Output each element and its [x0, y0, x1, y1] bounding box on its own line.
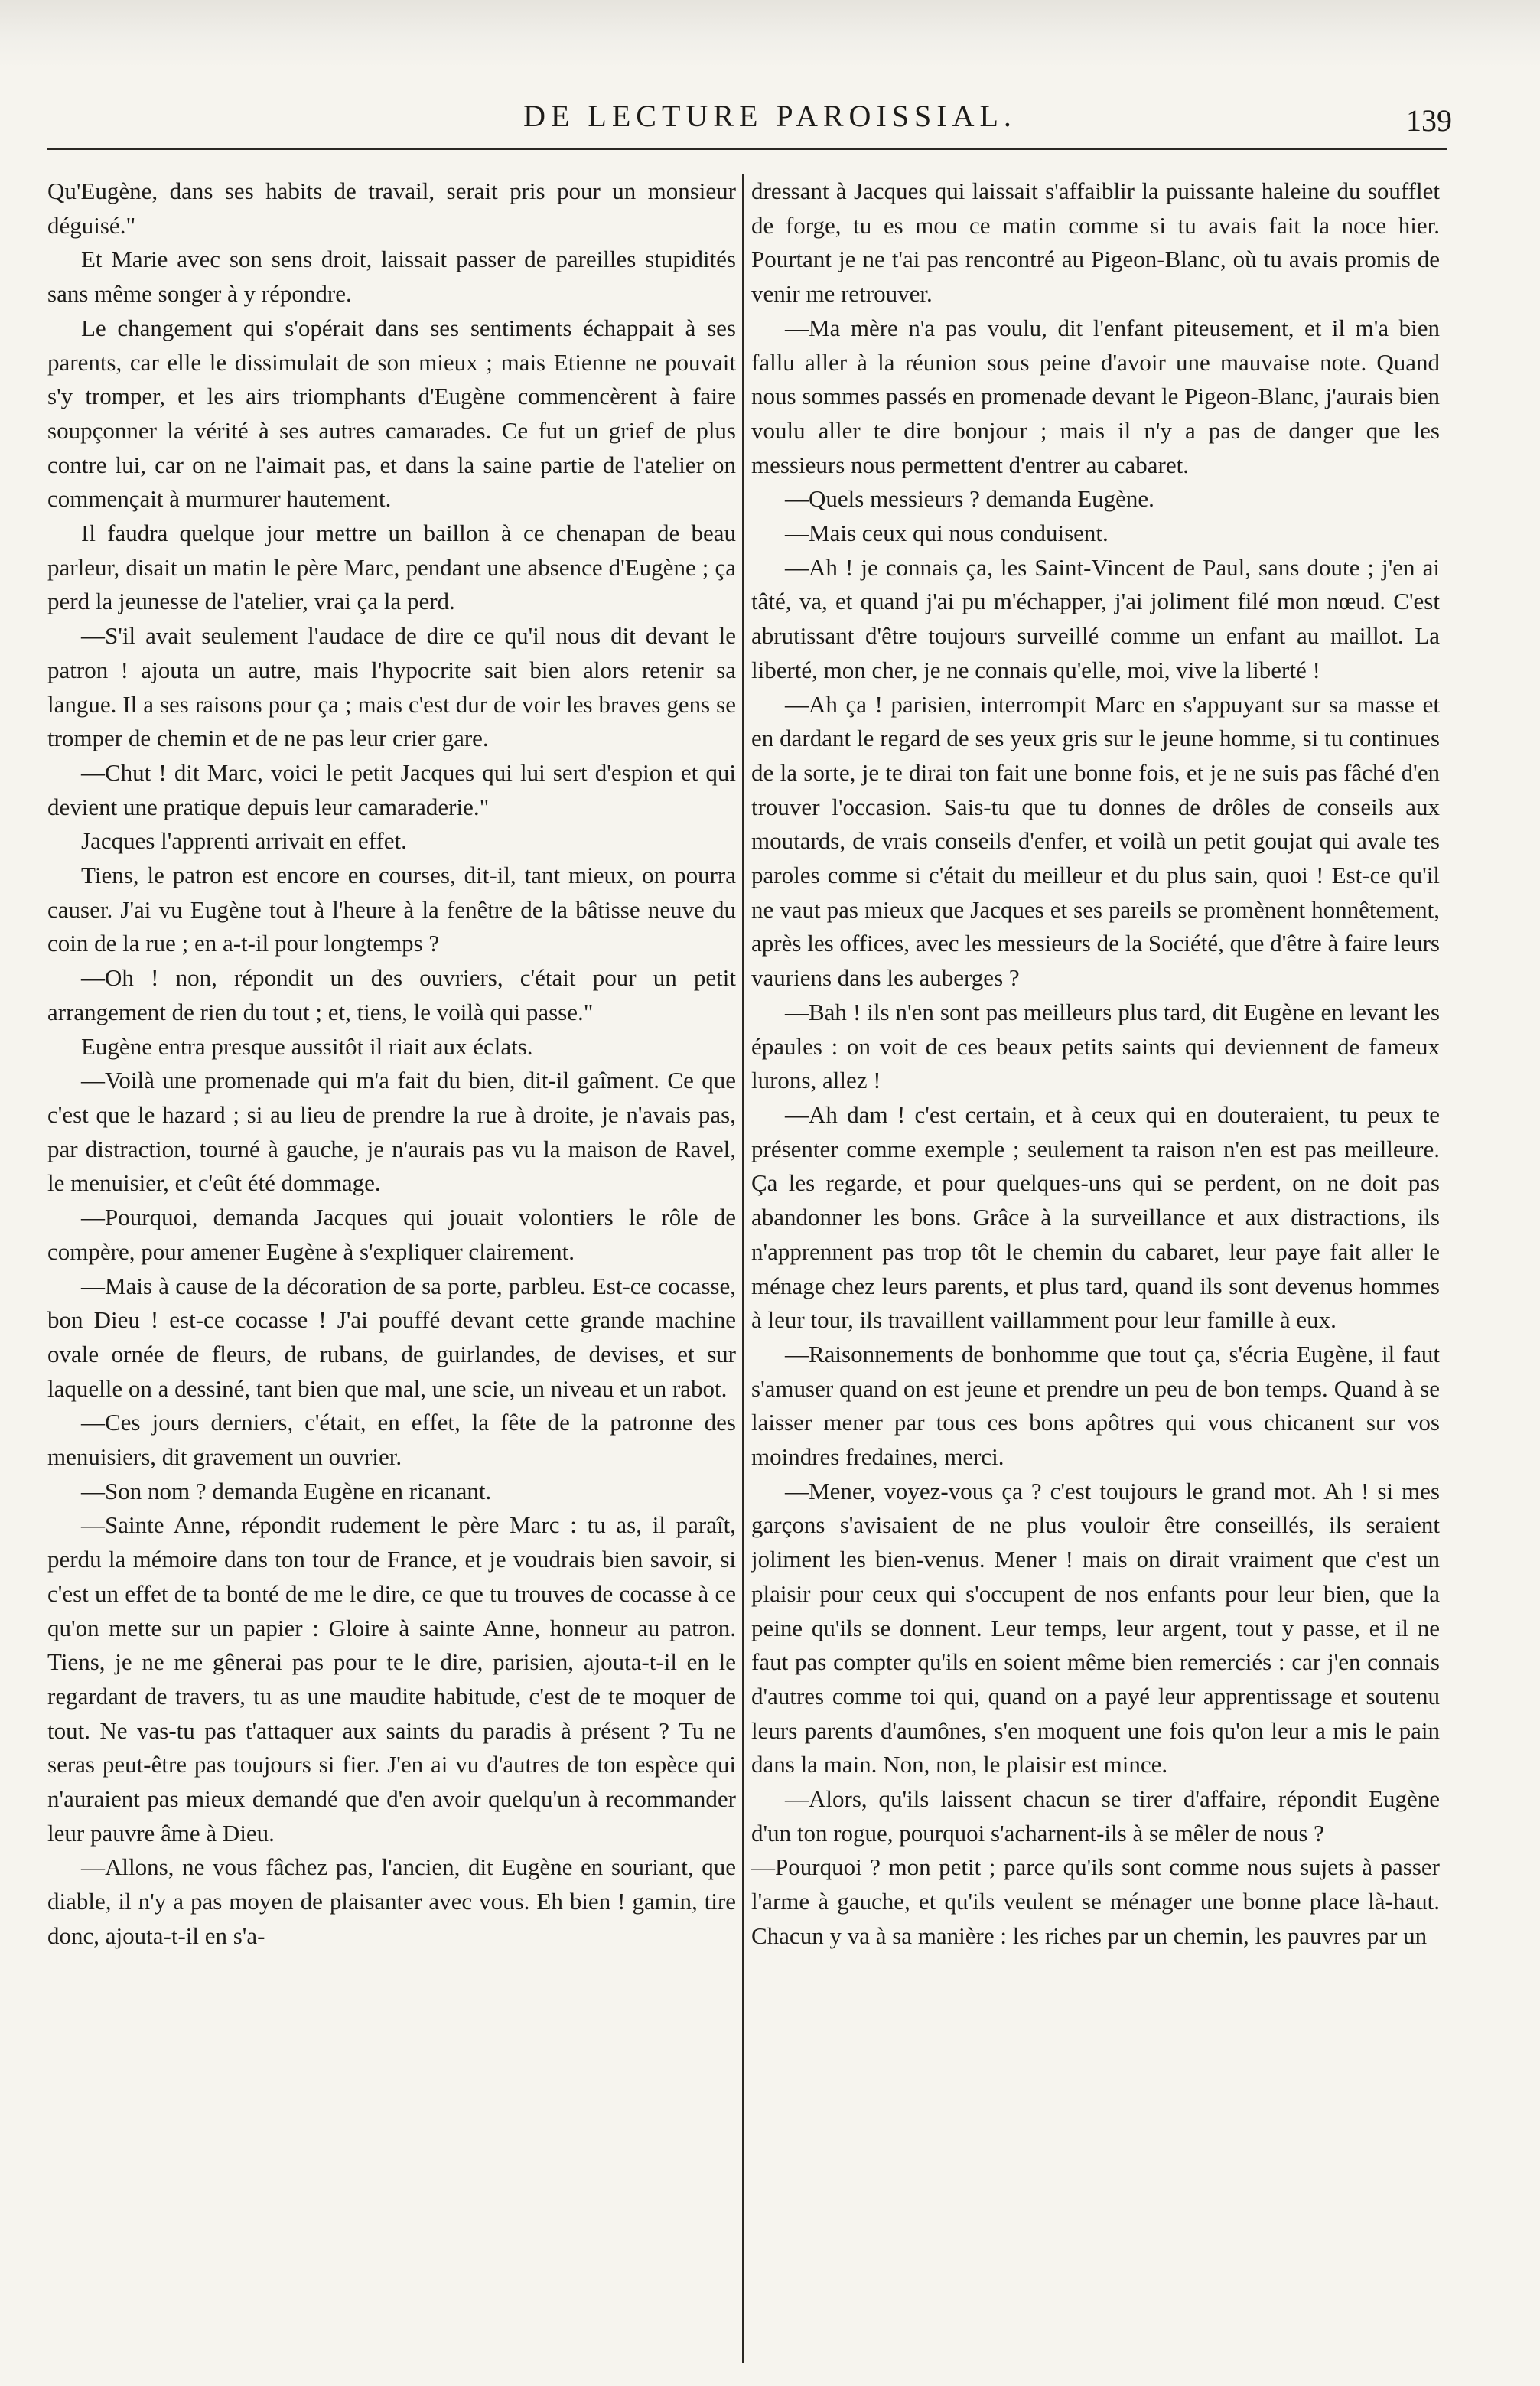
running-title: DE LECTURE PAROISSIAL. — [523, 99, 1017, 133]
paragraph: Et Marie avec son sens droit, laissait passer de pareilles stupidités sans même songer à y répondre. — [47, 246, 736, 308]
paragraph: —Mais à cause de la décoration de sa porte, parbleu. Est-ce cocasse, bon Dieu ! est-ce cocasse ! J'ai pouffé devant cette grande machine ovale ornée de fleurs, de rubans, de guirlandes, de devises, et sur laquelle on a dessiné, tant bien que mal, une scie, un niveau et un rabot. — [47, 1272, 736, 1402]
paragraph: —Ces jours derniers, c'était, en effet, la fête de la patronne des menuisiers, dit gravement un ouvrier. — [47, 1409, 736, 1471]
paragraph: —Bah ! ils n'en sont pas meilleurs plus tard, dit Eugène en levant les épaules : on voit de ces beaux petits saints qui deviennent de fameux lurons, allez ! — [751, 998, 1440, 1094]
paragraph: Qu'Eugène, dans ses habits de travail, serait pris pour un monsieur déguisé." — [47, 178, 736, 239]
running-head — [0, 98, 1540, 144]
paragraph: —Mais ceux qui nous conduisent. — [785, 520, 1109, 547]
paragraph: —Allons, ne vous fâchez pas, l'ancien, dit Eugène en souriant, que diable, il n'y a pas moyen de plaisanter avec vous. Eh bien ! gamin, tire donc, ajouta-t-il en s'a- — [47, 1853, 736, 1949]
paragraph: —Voilà une promenade qui m'a fait du bien, dit-il gaîment. Ce que c'est que le hazard ; si au lieu de prendre la rue à droite, je n'avais pas, par distraction, tourné à gauche, je n'aurais pas vu la maison de Ravel, le menuisier, et c'eût été dommage. — [47, 1067, 736, 1197]
paragraph: —Ah ! je connais ça, les Saint-Vincent de Paul, sans doute ; j'en ai tâté, va, et quand j'ai pu m'échapper, j'ai joliment filé mon nœud. C'est abrutissant d'être toujours surveillé comme un enfant au maillot. La liberté, mon cher, je ne connais qu'elle, moi, vive la liberté ! — [751, 553, 1440, 683]
paragraph: —Son nom ? demanda Eugène en ricanant. — [81, 1477, 492, 1504]
page-number: 139 — [1406, 103, 1452, 138]
paragraph: —Raisonnements de bonhomme que tout ça, s'écria Eugène, il faut s'amuser quand on est jeune et prendre un peu de bon temps. Quand à se laisser mener par tous ces bons apôtres qui vous chicanent sur vos moindres fredaines, merci. — [751, 1340, 1440, 1471]
scan-top-margin — [0, 0, 1540, 69]
paragraph: —Chut ! dit Marc, voici le petit Jacques qui lui sert d'espion et qui devient une pratique depuis leur camaraderie." — [47, 758, 736, 820]
right-column — [751, 174, 1440, 2363]
paragraph: —Ah dam ! c'est certain, et à ceux qui en douteraient, tu peux te présenter comme exemple ; seulement ta raison n'en est pas meilleure. Ça les regarde, et pour quelques-uns qui se perdent, on ne doit pas abandonner les bons. Grâce à la surveillance et aux distractions, ils n'apprennent pas trop tôt le chemin du cabaret, leur paye fait aller le ménage chez leurs parents, et plus tard, quand ils sont devenus hommes à leur tour, ils travaillent vaillamment pour leur famille à eux. — [751, 1100, 1440, 1334]
paragraph: —Alors, qu'ils laissent chacun se tirer d'affaire, répondit Eugène d'un ton rogue, pourquoi s'acharnent-ils à se mêler de nous ? — [751, 1785, 1440, 1847]
paragraph: dressant à Jacques qui laissait s'affaiblir la puissante haleine du soufflet de forge, tu es mou ce matin comme si tu avais fait la noce hier. Pourtant je ne t'ai pas rencontré au Pigeon-Blanc, où tu avais promis de venir me retrouver. — [751, 178, 1440, 308]
paragraph: Il faudra quelque jour mettre un baillon à ce chenapan de beau parleur, disait un matin le père Marc, pendant une absence d'Eugène ; ça perd la jeunesse de l'atelier, vrai ça la perd. — [47, 520, 736, 615]
paragraph: —Quels messieurs ? demanda Eugène. — [785, 485, 1154, 513]
paragraph: —Ma mère n'a pas voulu, dit l'enfant piteusement, et il m'a bien fallu aller à la réunion sous peine d'avoir une mauvaise note. Quand nous sommes passés en promenade devant le Pigeon-Blanc, j'aurais bien voulu aller te dire bonjour ; mais il n'y a pas de danger que les messieurs nous permettent d'entrer au cabaret. — [751, 314, 1440, 478]
header-rule — [47, 148, 1447, 150]
left-column — [47, 174, 736, 2363]
paragraph: —S'il avait seulement l'audace de dire ce qu'il nous dit devant le patron ! ajouta un autre, mais l'hypocrite sait bien alors retenir sa langue. Il a ses raisons pour ça ; mais c'est dur de voir les braves gens se tromper de chemin et de ne pas leur crier gare. — [47, 622, 736, 752]
paragraph: —Pourquoi ? mon petit ; parce qu'ils sont comme nous sujets à passer l'arme à gauche, et qu'ils veulent se ménager une bonne place là-haut. Chacun y va à sa manière : les riches par un chemin, les pauvres par un — [751, 1853, 1440, 1949]
paragraph: Eugène entra presque aussitôt il riait aux éclats. — [81, 1032, 533, 1060]
paragraph: —Pourquoi, demanda Jacques qui jouait volontiers le rôle de compère, pour amener Eugène à s'expliquer clairement. — [47, 1204, 736, 1265]
paragraph: Le changement qui s'opérait dans ses sentiments échappait à ses parents, car elle le dissimulait de son mieux ; mais Etienne ne pouvait s'y tromper, et les airs triomphants d'Eugène commencèrent à faire soupçonner la vérité à ses autres camarades. Ce fut un grief de plus contre lui, car on ne l'aimait pas, et dans la saine partie de l'atelier on commençait à murmurer hautement. — [47, 314, 736, 513]
paragraph: —Oh ! non, répondit un des ouvriers, c'était pour un petit arrangement de rien du tout ; et, tiens, le voilà qui passe." — [47, 964, 736, 1025]
column-divider — [742, 174, 744, 2363]
paragraph: Tiens, le patron est encore en courses, dit-il, tant mieux, on pourra causer. J'ai vu Eugène tout à l'heure à la fenêtre de la bâtisse neuve du coin de la rue ; en a-t-il pour longtemps ? — [47, 862, 736, 957]
paragraph: Jacques l'apprenti arrivait en effet. — [81, 827, 407, 855]
paragraph: —Mener, voyez-vous ça ? c'est toujours le grand mot. Ah ! si mes garçons s'avisaient de ne plus vouloir être conseillés, ils seraient joliment les bien-venus. Mener ! mais on dirait vraiment que c'est un plaisir pour ceux qui s'occupent de nos enfants pour leur bien, que la peine qu'ils se donnent. Leur temps, leur argent, tout y passe, et il ne faut pas compter qu'ils en soient même bien remerciés : car j'en connais d'autres comme toi qui, quand on a payé leur apprentissage et soutenu leurs parents d'aumônes, s'en moquent une fois qu'on leur a mis le pain dans la main. Non, non, le plaisir est mince. — [751, 1477, 1440, 1778]
paragraph: —Ah ça ! parisien, interrompit Marc en s'appuyant sur sa masse et en dardant le regard de ses yeux gris sur le jeune homme, si tu continues de la sorte, je te dirai ton fait une bonne fois, et je ne suis pas fâché d'en trouver l'occasion. Sais-tu que tu donnes de drôles de conseils aux moutards, de vrais conseils d'enfer, et voilà un petit goujat qui avale tes paroles comme si c'était du meilleur et du plus sain, quoi ! Est-ce qu'il ne vaut pas mieux que Jacques et ses pareils se promènent honnêtement, après les offices, avec les messieurs de la Société, que d'être à faire leurs vauriens dans les auberges ? — [751, 690, 1440, 992]
paragraph: —Sainte Anne, répondit rudement le père Marc : tu as, il paraît, perdu la mémoire dans ton tour de France, et je voudrais bien savoir, si c'est un effet de ta bonté de me le dire, ce que tu trouves de cocasse à ce qu'on mette sur un papier : Gloire à sainte Anne, honneur au patron. Tiens, je ne me gênerai pas pour te le dire, parisien, ajouta-t-il en le regardant de travers, tu as une maudite habitude, c'est de te moquer de tout. Ne vas-tu pas t'attaquer aux saints du paradis à présent ? Tu ne seras peut-être pas toujours si fier. J'en ai vu d'autres de ton espèce qui n'auraient pas mieux demandé que d'en avoir quelqu'un à recommander leur pauvre âme à Dieu. — [47, 1511, 736, 1847]
